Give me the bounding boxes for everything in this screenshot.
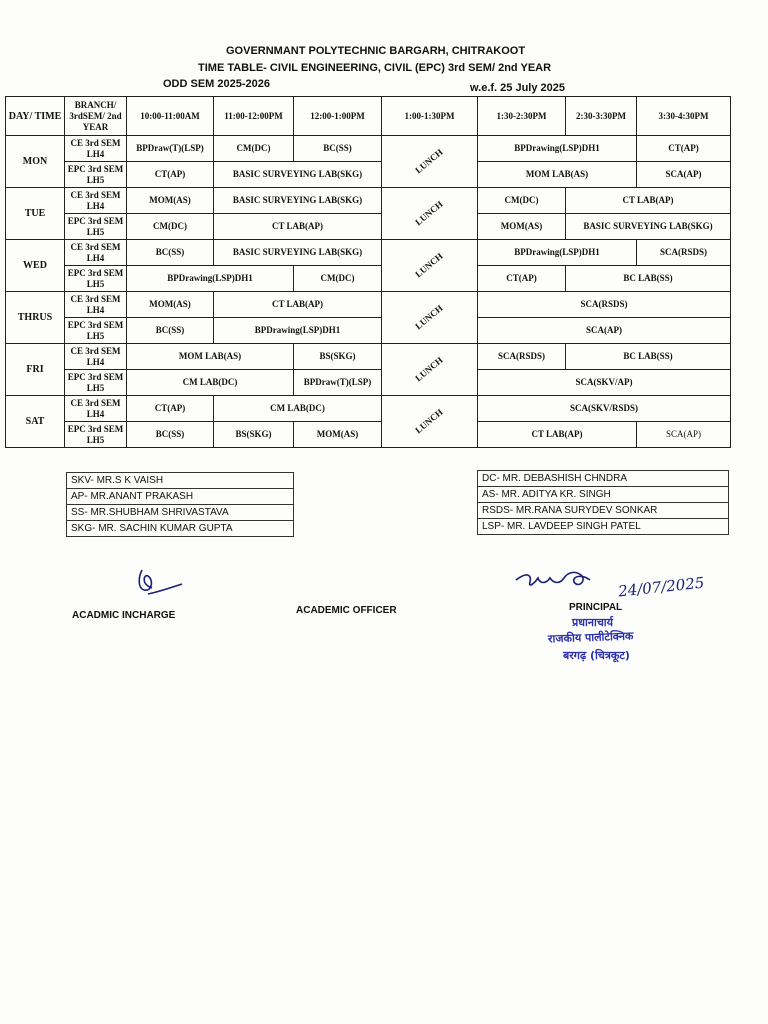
class-cell: SCA(SKV/AP) [478, 370, 731, 396]
class-cell: MOM(AS) [127, 188, 214, 214]
class-cell: MOM(AS) [127, 292, 214, 318]
signature-date: 24/07/2025 [617, 573, 706, 601]
class-cell: CM(DC) [478, 188, 566, 214]
header-branch: BRANCH/ 3rdSEM/ 2nd YEAR [65, 97, 127, 136]
slot-header: 2:30-3:30PM [566, 97, 637, 136]
class-cell: MOM(AS) [478, 214, 566, 240]
stamp-line: बरगढ़ (चित्रकूट) [563, 649, 630, 662]
branch-epc: EPC 3rd SEM LH5 [65, 162, 127, 188]
class-cell: BPDrawing(LSP)DH1 [478, 240, 637, 266]
class-cell: BPDrawing(LSP)DH1 [478, 136, 637, 162]
branch-ce: CE 3rd SEM LH4 [65, 188, 127, 214]
class-cell: BASIC SURVEYING LAB(SKG) [214, 188, 382, 214]
day-label: SAT [6, 396, 65, 448]
class-cell: CT(AP) [478, 266, 566, 292]
slot-header: 11:00-12:00PM [214, 97, 294, 136]
class-cell: BPDraw(T)(LSP) [294, 370, 382, 396]
class-cell: BC(SS) [294, 136, 382, 162]
branch-ce: CE 3rd SEM LH4 [65, 292, 127, 318]
class-cell: CM LAB(DC) [127, 370, 294, 396]
lunch-cell [382, 396, 478, 448]
lunch-label: LUNCH [413, 198, 445, 228]
faculty-key-right [477, 470, 729, 535]
branch-epc: EPC 3rd SEM LH5 [65, 370, 127, 396]
day-label: WED [6, 240, 65, 292]
class-cell: BC(SS) [127, 422, 214, 448]
class-cell: BPDraw(T)(LSP) [127, 136, 214, 162]
branch-epc: EPC 3rd SEM LH5 [65, 214, 127, 240]
class-cell: MOM LAB(AS) [478, 162, 637, 188]
branch-epc: EPC 3rd SEM LH5 [65, 266, 127, 292]
class-cell: BASIC SURVEYING LAB(SKG) [214, 162, 382, 188]
faculty-entry: DC- MR. DEBASHISH CHNDRA [478, 471, 729, 487]
institute-title: GOVERNMANT POLYTECHNIC BARGARH, CHITRAKOOT [226, 45, 526, 57]
faculty-entry: RSDS- MR.RANA SURYDEV SONKAR [478, 503, 729, 519]
class-cell: CM(DC) [294, 266, 382, 292]
lunch-label: LUNCH [413, 354, 445, 384]
class-cell: BPDrawing(LSP)DH1 [127, 266, 294, 292]
slot-header: 1:30-2:30PM [478, 97, 566, 136]
class-cell: SCA(RSDS) [478, 344, 566, 370]
lunch-cell [382, 240, 478, 292]
class-cell: SCA(RSDS) [637, 240, 731, 266]
day-label: TUE [6, 188, 65, 240]
branch-epc: EPC 3rd SEM LH5 [65, 422, 127, 448]
lunch-cell [382, 344, 478, 396]
class-cell: SCA(AP) [637, 162, 731, 188]
officer-label: ACADEMIC OFFICER [296, 605, 397, 616]
class-cell: BASIC SURVEYING LAB(SKG) [214, 240, 382, 266]
lunch-cell [382, 136, 478, 188]
faculty-entry: AS- MR. ADITYA KR. SINGH [478, 487, 729, 503]
timetable-grid [5, 96, 731, 448]
incharge-label: ACADMIC INCHARGE [72, 610, 176, 621]
lunch-label: LUNCH [413, 302, 445, 332]
timetable-title: TIME TABLE- CIVIL ENGINEERING, CIVIL (EPC) 3rd SEM/ 2nd YEAR [198, 62, 552, 74]
faculty-entry: SKV- MR.S K VAISH [67, 473, 294, 489]
day-label: FRI [6, 344, 65, 396]
class-cell: CT LAB(AP) [566, 188, 731, 214]
semester-label: ODD SEM 2025-2026 [163, 78, 270, 90]
branch-ce: CE 3rd SEM LH4 [65, 136, 127, 162]
faculty-key-left [66, 472, 294, 537]
class-cell: BASIC SURVEYING LAB(SKG) [566, 214, 731, 240]
class-cell: MOM(AS) [294, 422, 382, 448]
lunch-cell [382, 292, 478, 344]
class-cell: MOM LAB(AS) [127, 344, 294, 370]
class-cell: BS(SKG) [214, 422, 294, 448]
lunch-label: LUNCH [413, 146, 445, 176]
branch-ce: CE 3rd SEM LH4 [65, 344, 127, 370]
class-cell: BC LAB(SS) [566, 344, 731, 370]
slot-header: 3:30-4:30PM [637, 97, 731, 136]
day-label: THRUS [6, 292, 65, 344]
day-label: MON [6, 136, 65, 188]
incharge-signature [134, 564, 194, 604]
branch-epc: EPC 3rd SEM LH5 [65, 318, 127, 344]
slot-header: 1:00-1:30PM [382, 97, 478, 136]
stamp-line: राजकीय पालीटेक्निक [547, 629, 634, 646]
class-cell: SCA(SKV/RSDS) [478, 396, 731, 422]
class-cell: BC LAB(SS) [566, 266, 731, 292]
principal-label: PRINCIPAL [569, 602, 623, 613]
class-cell: SCA(RSDS) [478, 292, 731, 318]
faculty-entry: SKG- MR. SACHIN KUMAR GUPTA [67, 521, 294, 537]
class-cell: SCA(AP) [478, 318, 731, 344]
stamp-line: प्रधानाचार्य [572, 616, 614, 629]
class-cell: CT(AP) [637, 136, 731, 162]
class-cell: CT LAB(AP) [478, 422, 637, 448]
class-cell: BPDrawing(LSP)DH1 [214, 318, 382, 344]
faculty-entry: AP- MR.ANANT PRAKASH [67, 489, 294, 505]
header-day-time: DAY/ TIME [6, 97, 65, 136]
class-cell: CM LAB(DC) [214, 396, 382, 422]
faculty-entry: SS- MR.SHUBHAM SHRIVASTAVA [67, 505, 294, 521]
principal-signature [512, 566, 622, 606]
class-cell: CT LAB(AP) [214, 292, 382, 318]
branch-ce: CE 3rd SEM LH4 [65, 240, 127, 266]
class-cell: SCA(AP) [637, 422, 731, 448]
lunch-cell [382, 188, 478, 240]
branch-ce: CE 3rd SEM LH4 [65, 396, 127, 422]
class-cell: BC(SS) [127, 318, 214, 344]
class-cell: BC(SS) [127, 240, 214, 266]
class-cell: CM(DC) [127, 214, 214, 240]
wef-date: w.e.f. 25 July 2025 [470, 82, 565, 94]
class-cell: CT(AP) [127, 162, 214, 188]
class-cell: BS(SKG) [294, 344, 382, 370]
class-cell: CT LAB(AP) [214, 214, 382, 240]
class-cell: CT(AP) [127, 396, 214, 422]
faculty-entry: LSP- MR. LAVDEEP SINGH PATEL [478, 519, 729, 535]
lunch-label: LUNCH [413, 406, 445, 436]
slot-header: 12:00-1:00PM [294, 97, 382, 136]
lunch-label: LUNCH [413, 250, 445, 280]
class-cell: CM(DC) [214, 136, 294, 162]
slot-header: 10:00-11:00AM [127, 97, 214, 136]
